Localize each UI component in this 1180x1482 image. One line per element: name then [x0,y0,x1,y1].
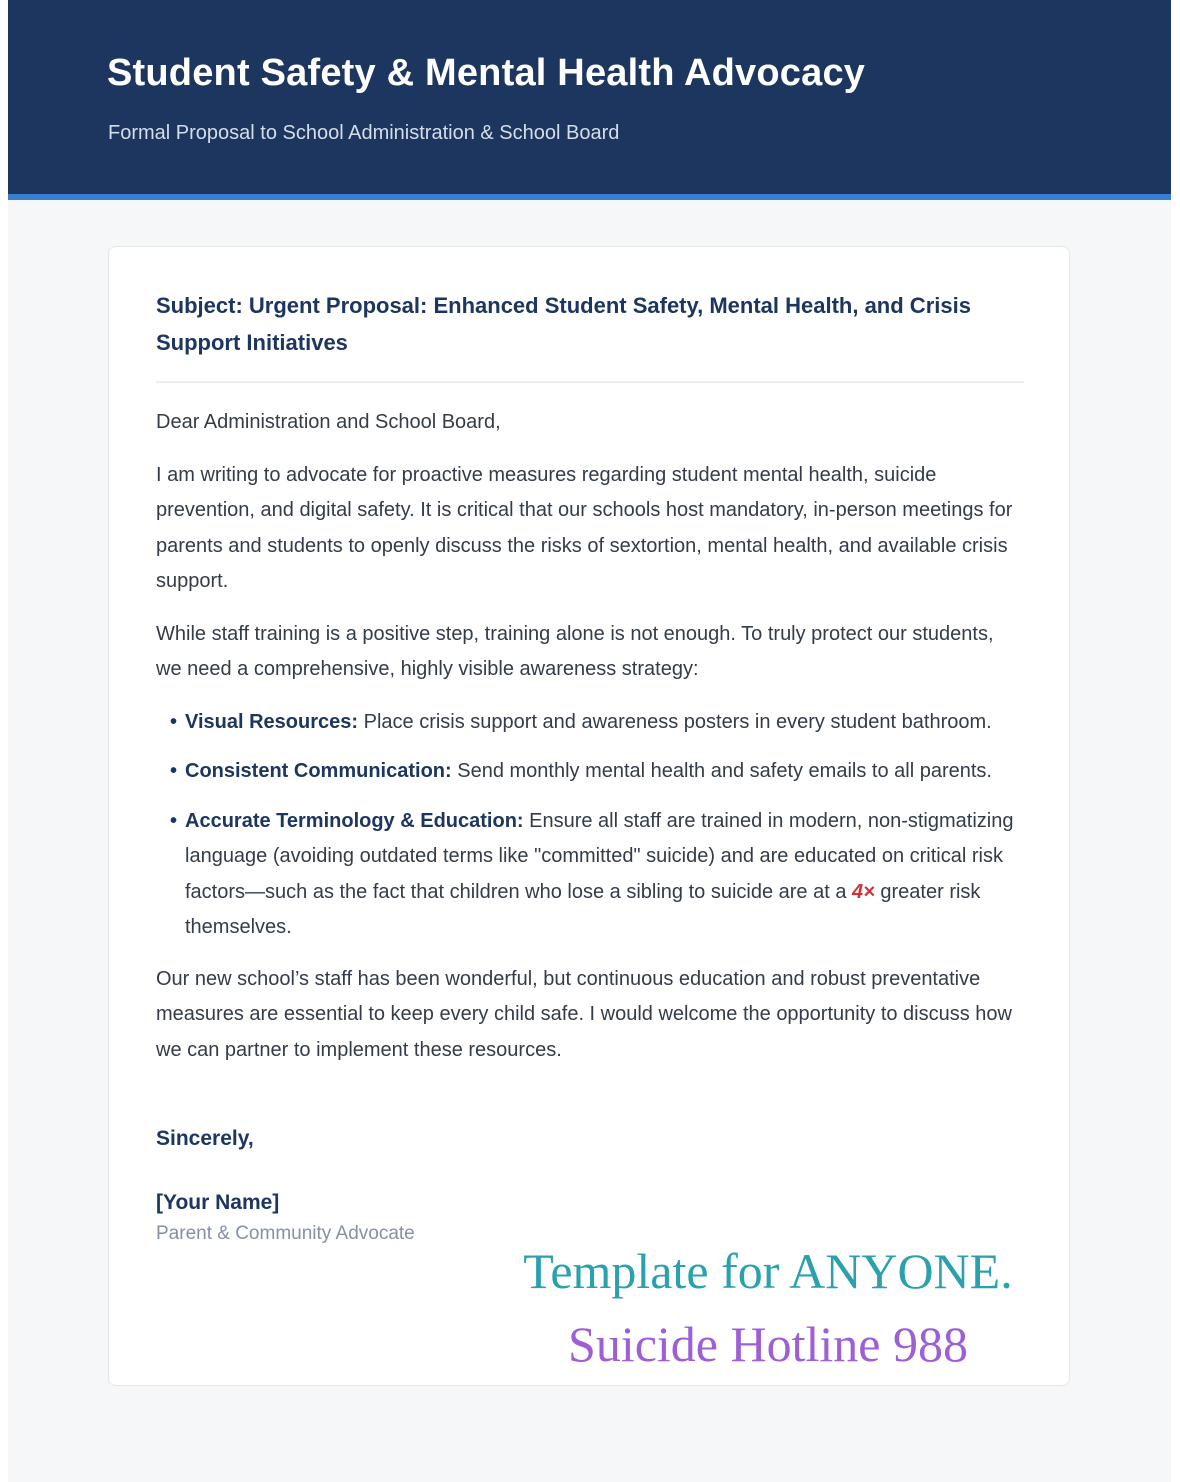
list-item-accurate-terminology [156,804,1024,946]
list-item-consistent-communication [156,754,1024,790]
bullet-dot-icon: • [170,760,178,782]
signature-role: Parent & Community Advocate [156,1223,415,1244]
bullet-text: Ensure all staff are trained in modern, non-stigmatizing language (avoiding outdated terms like "committed" suicide) and are educated on critical risk factors—such as the fact that children who lose a sibling to suicide are at a [185,809,1014,903]
page [8,0,1171,1482]
recommendations-list [156,705,1024,946]
bullet-text-after: greater risk themselves. [185,880,981,938]
bullet-text: Send monthly mental health and safety emails to all parents. [451,760,992,782]
letter-paragraph-1: I am writing to advocate for proactive measures regarding student mental health, suicide prevention, and digital safety. It is critical that our schools host mandatory, in-person meetings for parents and students to openly discuss the risks of sextortion, mental health, and available crisis support. [156,463,1013,592]
subject-divider [156,381,1024,383]
risk-multiplier-stat: 4× [852,880,875,903]
signature-name: [Your Name] [156,1191,280,1214]
bullet-label: Accurate Terminology & Education: [185,809,524,832]
overlay-hotline-note: Suicide Hotline 988 [568,1316,968,1372]
letter-paragraph-2: While staff training is a positive step, training alone is not enough. To truly protect our students, we need a comprehensive, highly visible awareness strategy: [156,622,994,680]
letter-card [108,246,1070,1386]
page-subtitle: Formal Proposal to School Administration & School Board [108,122,620,144]
bullet-label: Consistent Communication: [185,760,452,782]
letter-content [156,287,1024,1248]
bullet-label: Visual Resources: [185,710,359,733]
letter-salutation: Dear Administration and School Board, [156,411,501,433]
letter-subject: Subject: Urgent Proposal: Enhanced Student Safety, Mental Health, and Crisis Support Initiatives [156,293,971,355]
bullet-text: Place crisis support and awareness posters in every student bathroom. [358,710,992,733]
bullet-dot-icon: • [170,710,178,733]
letter-closing: Sincerely, [156,1127,254,1150]
overlay-template-note: Template for ANYONE. [523,1243,1013,1299]
page-header [8,0,1171,200]
list-item-visual-resources [156,705,1024,741]
page-title: Student Safety & Mental Health Advocacy [107,52,866,94]
letter-paragraph-3: Our new school’s staff has been wonderful, but continuous education and robust preventative measures are essential to keep every child safe. I would welcome the opportunity to discuss how we can partner to implement these resources. [156,967,1012,1061]
bullet-dot-icon: • [170,809,178,832]
